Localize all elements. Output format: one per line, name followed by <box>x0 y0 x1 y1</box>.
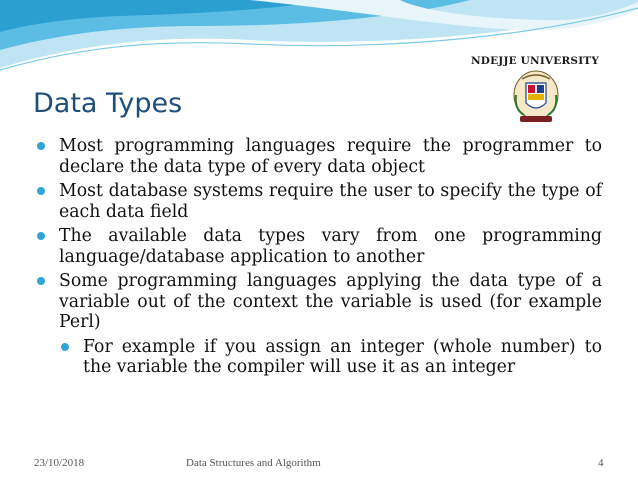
bullet-text: Most database systems require the user to specify the type of each data field <box>59 181 602 222</box>
footer-date: 23/10/2018 <box>34 457 85 469</box>
bullet-text: For example if you assign an integer (whole number) to the variable the compiler will use it as an integer <box>83 336 602 377</box>
bullet-text: The available data types vary from one programming language/database application to another <box>59 226 602 267</box>
slide-title: Data Types <box>33 88 183 119</box>
institution-name: NDEJJE UNIVERSITY <box>470 55 600 67</box>
bullet-dot-icon <box>61 343 69 351</box>
bullet-item <box>36 136 602 177</box>
bullet-item <box>36 271 602 333</box>
sub-bullet-item <box>60 337 602 378</box>
bullet-dot-icon <box>37 142 45 150</box>
bullet-text: Some programming languages applying the data type of a variable out of the context the variable is used (for example Perl) <box>59 271 602 332</box>
bullet-list <box>36 136 602 382</box>
university-logo <box>462 52 608 128</box>
footer-course-title: Data Structures and Algorithm <box>186 457 321 469</box>
bullet-dot-icon <box>37 277 45 285</box>
slide-number: 4 <box>598 457 604 469</box>
university-crest-icon <box>512 69 560 127</box>
bullet-item <box>36 226 602 267</box>
bullet-dot-icon <box>37 187 45 195</box>
bullet-item <box>36 181 602 222</box>
bullet-text: Most programming languages require the programmer to declare the data type of every data object <box>59 136 602 177</box>
bullet-dot-icon <box>37 232 45 240</box>
